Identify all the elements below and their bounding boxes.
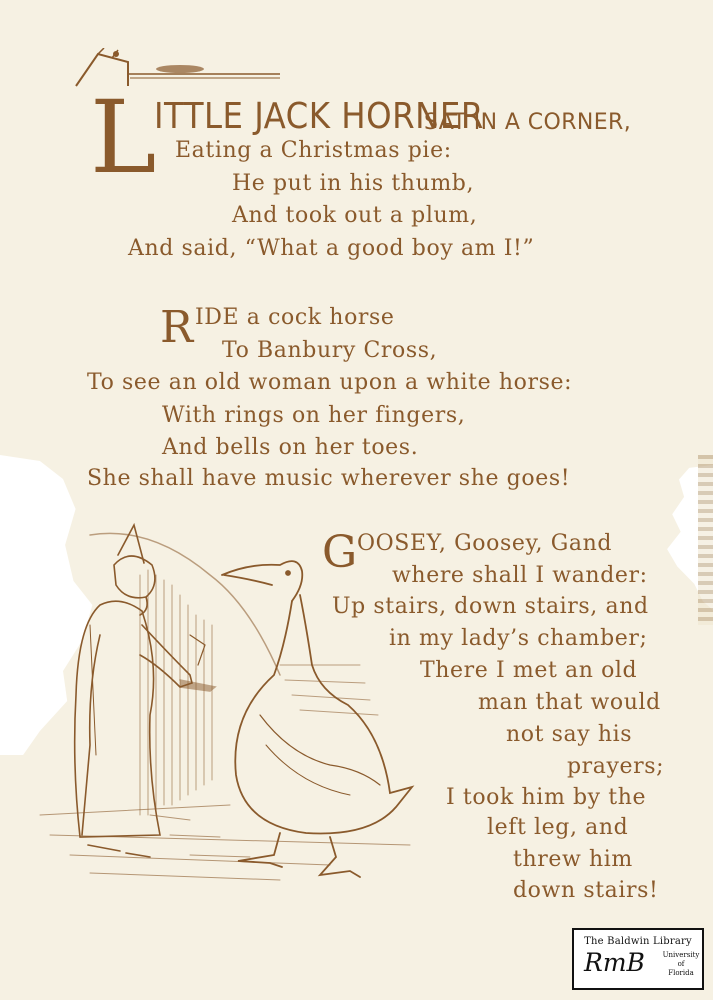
stamp-university: [659, 951, 703, 978]
stamp-university-line: University: [662, 951, 700, 959]
poem1-line: And said, “What a good boy am I!”: [128, 236, 535, 261]
poem3-line: threw him: [513, 847, 633, 872]
poem2-line: To see an old woman upon a white horse:: [87, 370, 573, 395]
poem3-drop-cap: G: [322, 527, 358, 578]
poem3-line: left leg, and: [487, 815, 629, 840]
title-main-text: ITTLE JACK HORNER: [154, 96, 484, 137]
illustration-old-man-and-goose: [30, 515, 430, 900]
poem1-line: Eating a Christmas pie:: [175, 138, 452, 163]
poem3-line: down stairs!: [513, 878, 659, 903]
poem2-drop-cap: R: [160, 302, 194, 353]
poem3-line: in my lady’s chamber;: [389, 626, 648, 651]
poem3-line: prayers;: [567, 754, 665, 779]
stamp-university-line: of: [677, 960, 685, 968]
poem3-line: man that would: [478, 690, 661, 715]
poem2-first-line: IDE a cock horse: [195, 305, 395, 330]
title-initial-cap: L: [90, 79, 157, 196]
poem3-line: I took him by the: [446, 785, 647, 810]
baldwin-library-stamp: [572, 928, 704, 990]
poem3-line: where shall I wander:: [392, 563, 648, 588]
poem3-first-line: OOSEY, Goosey, Gand: [357, 531, 613, 556]
poem3-line: not say his: [506, 722, 633, 747]
poem2-line: And bells on her toes.: [162, 435, 419, 460]
poem1-line: He put in his thumb,: [232, 171, 475, 196]
title-sub-text: SAT IN A CORNER,: [424, 110, 632, 135]
poem3-line: There I met an old: [420, 658, 638, 683]
poem1-title: [68, 48, 632, 196]
torn-edge-right: [698, 455, 713, 625]
poem3-line: Up stairs, down stairs, and: [332, 594, 649, 619]
stamp-library-name: The Baldwin Library: [584, 936, 692, 947]
poem2-line: With rings on her fingers,: [162, 403, 466, 428]
poem1-line: And took out a plum,: [232, 203, 478, 228]
stamp-university-line: Florida: [668, 969, 694, 977]
poem2-line: To Banbury Cross,: [222, 338, 438, 363]
stamp-monogram: RmB: [584, 948, 645, 977]
poem2-line: She shall have music wherever she goes!: [87, 466, 571, 491]
